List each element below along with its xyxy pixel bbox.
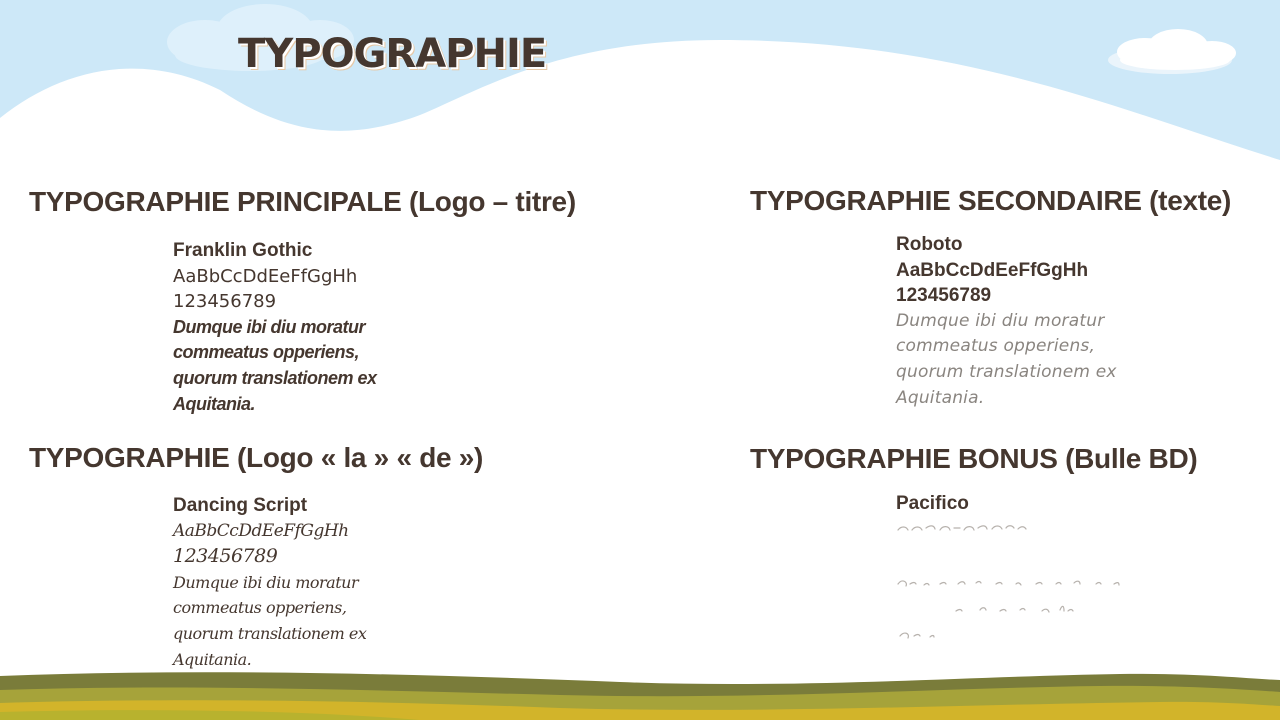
section-title-logo: TYPOGRAPHIE (Logo « la » « de »): [29, 442, 484, 473]
font-sample-bonus: [896, 491, 1136, 517]
paragraph-sample: Dumque ibi diu moratur commeatus opperiens, quorum translationem ex Aquitania.: [896, 310, 1117, 408]
alphabet-sample: AaBbCcDdEeFfGgHh: [173, 520, 349, 541]
digits-sample: 123456789: [173, 291, 277, 313]
font-sample-logo: [173, 493, 413, 672]
pacifico-glyphs-placeholder: [896, 520, 1136, 650]
alphabet-sample: AaBbCcDdEeFfGgHh: [173, 265, 358, 287]
font-sample-secondaire: [896, 232, 1136, 411]
font-name-franklin: Franklin Gothic: [173, 240, 313, 261]
section-title-principale: TYPOGRAPHIE PRINCIPALE (Logo – titre): [29, 186, 576, 217]
digits-sample: 123456789: [896, 285, 992, 307]
alphabet-sample: AaBbCcDdEeFfGgHh: [896, 259, 1089, 281]
digits-sample: 123456789: [173, 545, 278, 568]
font-name-roboto: Roboto: [896, 234, 963, 255]
paragraph-sample: Dumque ibi diu moratur commeatus opperiens, quorum translationem ex Aquitania.: [173, 316, 377, 414]
font-sample-principale: [173, 238, 413, 417]
slide-title: TYPOGRAPHIE: [238, 31, 547, 77]
font-name-pacifico: Pacifico: [896, 493, 969, 514]
section-title-bonus: TYPOGRAPHIE BONUS (Bulle BD): [750, 443, 1198, 474]
paragraph-sample: Dumque ibi diu moratur commeatus opperiens, quorum translationem ex Aquitania.: [173, 572, 367, 669]
section-title-secondaire: TYPOGRAPHIE SECONDAIRE (texte): [750, 185, 1232, 216]
font-name-dancing-script: Dancing Script: [173, 495, 308, 516]
